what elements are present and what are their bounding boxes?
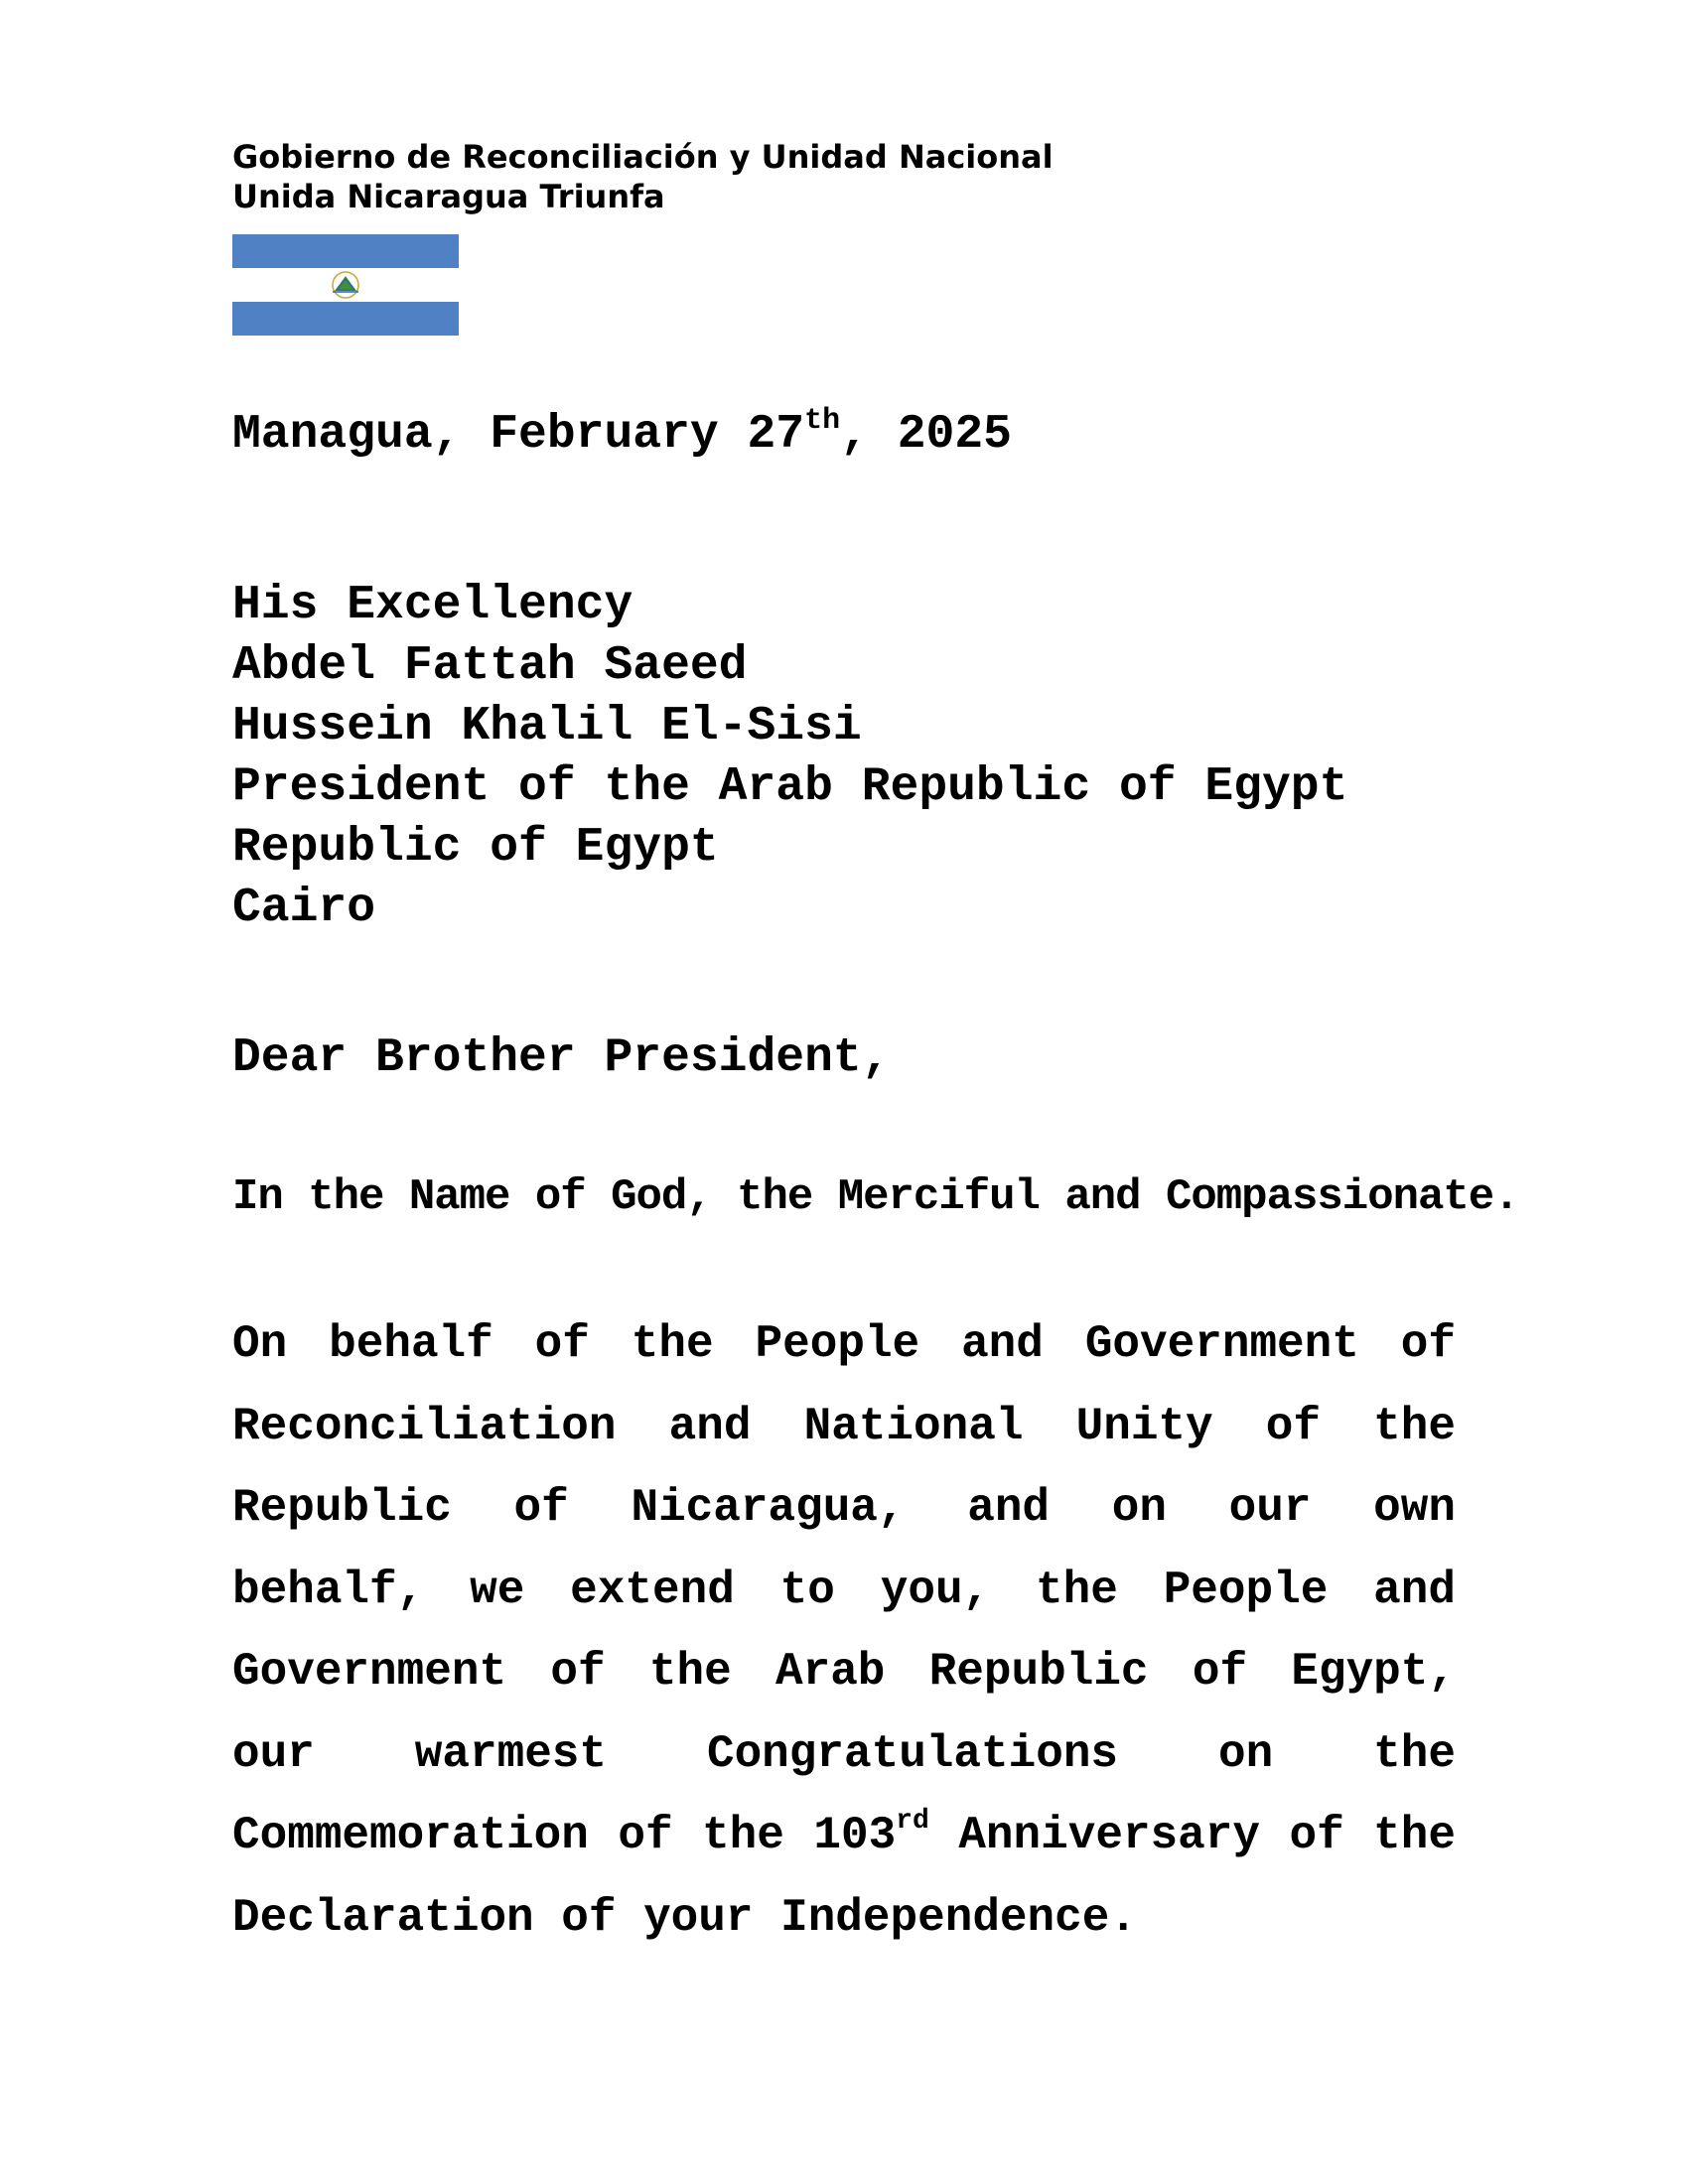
recipient-line: Cairo	[232, 882, 376, 935]
letter-date: Managua, February 27th, 2025	[232, 404, 1012, 462]
recipient-line: President of the Arab Republic of Egypt	[232, 760, 1348, 814]
recipient-line: Hussein Khalil El-Sisi	[232, 700, 862, 753]
recipient-line: His Excellency	[232, 579, 633, 632]
salutation: Dear Brother President,	[232, 1031, 891, 1085]
header-slogan: Unida Nicaragua Triunfa	[232, 178, 665, 215]
header-government-name: Gobierno de Reconciliación y Unidad Nacional	[232, 138, 1054, 176]
nicaragua-flag-icon	[232, 234, 459, 336]
flag-bottom-stripe	[232, 302, 459, 336]
recipient-address	[232, 576, 1347, 939]
recipient-line: Republic of Egypt	[232, 821, 719, 875]
recipient-line: Abdel Fattah Saeed	[232, 639, 748, 693]
flag-top-stripe	[232, 234, 459, 268]
invocation: In the Name of God, the Merciful and Compassionate.	[232, 1172, 1519, 1222]
letter-body-paragraph: On behalf of the People and Government of Reconciliation and National Unity of the Republic of Nicaragua, and on our own behalf, we extend to you, the People and Government of the Arab Republic of Egypt, our warmest Congratulations on the Commemoration of the 103rd Anniversary of the Declaration of your Independence.	[232, 1318, 1456, 1944]
